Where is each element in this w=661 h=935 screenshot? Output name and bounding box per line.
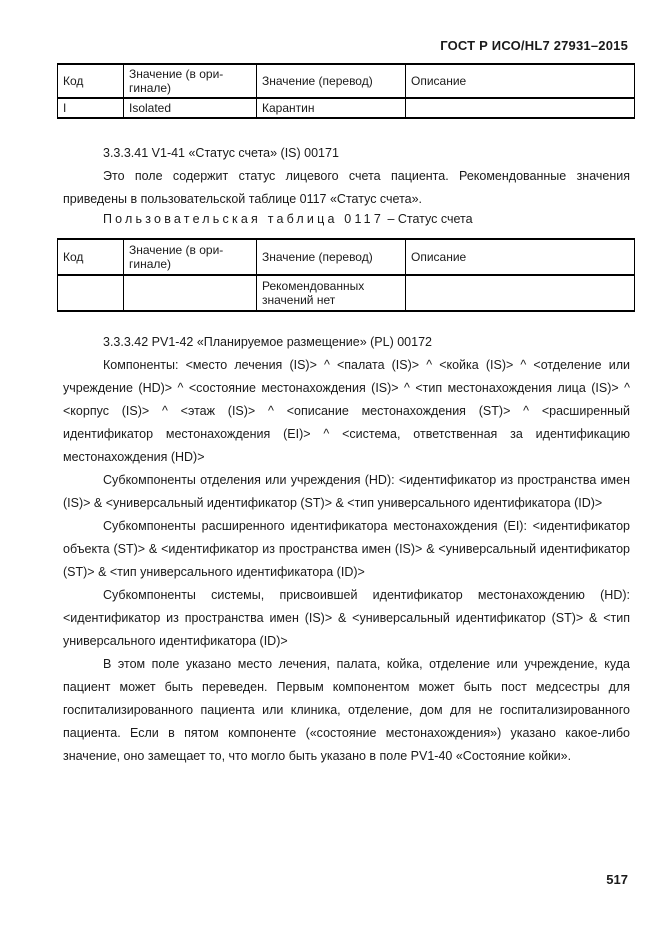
col-header-original-line1: Значение (в ори- xyxy=(129,67,224,81)
paragraph-subcomponents-ei xyxy=(63,515,630,584)
cell-original-value xyxy=(124,275,257,311)
cell-translation: Карантин xyxy=(257,98,406,118)
col-header-translation: Значение (перевод) xyxy=(257,64,406,98)
page-number: 517 xyxy=(606,872,628,887)
cell-translation xyxy=(257,275,406,311)
table-caption-rest: – Статус счета xyxy=(387,212,473,226)
col-header-code: Код xyxy=(58,64,124,98)
paragraph-text: Субкомпоненты отделения или учреждения (HD): <идентификатор из пространства имен (IS)> & <универсальный идентификатор (ST)> & <тип универсального идентификатора (ID)> xyxy=(63,473,630,510)
paragraph-text: В этом поле указано место лечения, палата, койка, отделение или учреждение, куда пациент может быть переведен. Первым компонентом может быть пост медсестры для госпитализированного пациента или клиника, отделение, дом для не госпитализированного пациента. Если в пятом компоненте («состояние местонахождения») указано какое-либо значение, оно замещает то, что могло быть указано в поле PV1-40 «Состояние койки». xyxy=(63,657,630,763)
paragraph-description xyxy=(63,653,630,768)
col-header-description: Описание xyxy=(406,239,635,275)
table-isolated-status xyxy=(57,63,635,119)
section-3-3-3-42 xyxy=(63,331,630,768)
section-heading xyxy=(63,142,630,165)
document-standard-header: ГОСТ Р ИСО/HL7 27931–2015 xyxy=(440,38,628,53)
paragraph-text: Субкомпоненты расширенного идентификатора местонахождения (EI): <идентификатор объекта (ST)> & <идентификатор из пространства имен (IS)> & <универсальный идентификатор (ST)> & <тип универсального идентификатора (ID)> xyxy=(63,519,630,579)
col-header-original-value xyxy=(124,64,257,98)
cell-code xyxy=(58,275,124,311)
section-3-3-3-41 xyxy=(63,142,630,211)
paragraph-subcomponents-hd xyxy=(63,469,630,515)
col-header-translation: Значение (перевод) xyxy=(257,239,406,275)
paragraph-text: Субкомпоненты системы, присвоившей идентификатор местонахождению (HD): <идентификатор из пространства имен (IS)> & <универсальный идентификатор (ST)> & <тип универсального идентификатора (ID)> xyxy=(63,588,630,648)
table-header-row xyxy=(58,64,635,98)
table-0117-account-status xyxy=(57,238,635,312)
cell-code: I xyxy=(58,98,124,118)
heading-text: 3.3.3.41 V1-41 «Статус счета» (IS) 00171 xyxy=(103,146,339,160)
col-header-original-line1: Значение (в ори- xyxy=(129,243,224,257)
col-header-original-line2: гинале) xyxy=(129,257,172,271)
cell-translation-line1: Рекомендованных xyxy=(262,279,365,293)
cell-description xyxy=(406,275,635,311)
cell-translation-line2: значений нет xyxy=(262,293,336,307)
table-caption-spaced: Пользовательская таблица 0117 xyxy=(103,212,384,226)
paragraph-text: Компоненты: <место лечения (IS)> ^ <палата (IS)> ^ <койка (IS)> ^ <отделение или учреждение (HD)> ^ <состояние местонахождения (IS)> ^ <тип местонахождения лица (IS)> ^ <корпус (IS)> ^ <этаж (IS)> ^ <описание местонахождения (ST)> ^ <расширенный идентификатор местонахождения (EI)> ^ <система, ответственная за идентификацию местонахождения (HD)> xyxy=(63,358,630,464)
table-row xyxy=(58,275,635,311)
paragraph xyxy=(63,165,630,211)
col-header-original-line2: гинале) xyxy=(129,81,172,95)
col-header-code: Код xyxy=(58,239,124,275)
table-caption xyxy=(103,212,473,226)
table-row xyxy=(58,98,635,118)
cell-description xyxy=(406,98,635,118)
col-header-original-value xyxy=(124,239,257,275)
paragraph-components xyxy=(63,354,630,469)
paragraph-subcomponents-system xyxy=(63,584,630,653)
cell-original-value: Isolated xyxy=(124,98,257,118)
paragraph-text: Это поле содержит статус лицевого счета пациента. Рекомендованные значения приведены в пользовательской таблице 0117 «Статус счета». xyxy=(63,169,630,206)
section-heading xyxy=(63,331,630,354)
heading-text: 3.3.3.42 PV1-42 «Планируемое размещение» (PL) 00172 xyxy=(103,335,432,349)
col-header-description: Описание xyxy=(406,64,635,98)
table-header-row xyxy=(58,239,635,275)
